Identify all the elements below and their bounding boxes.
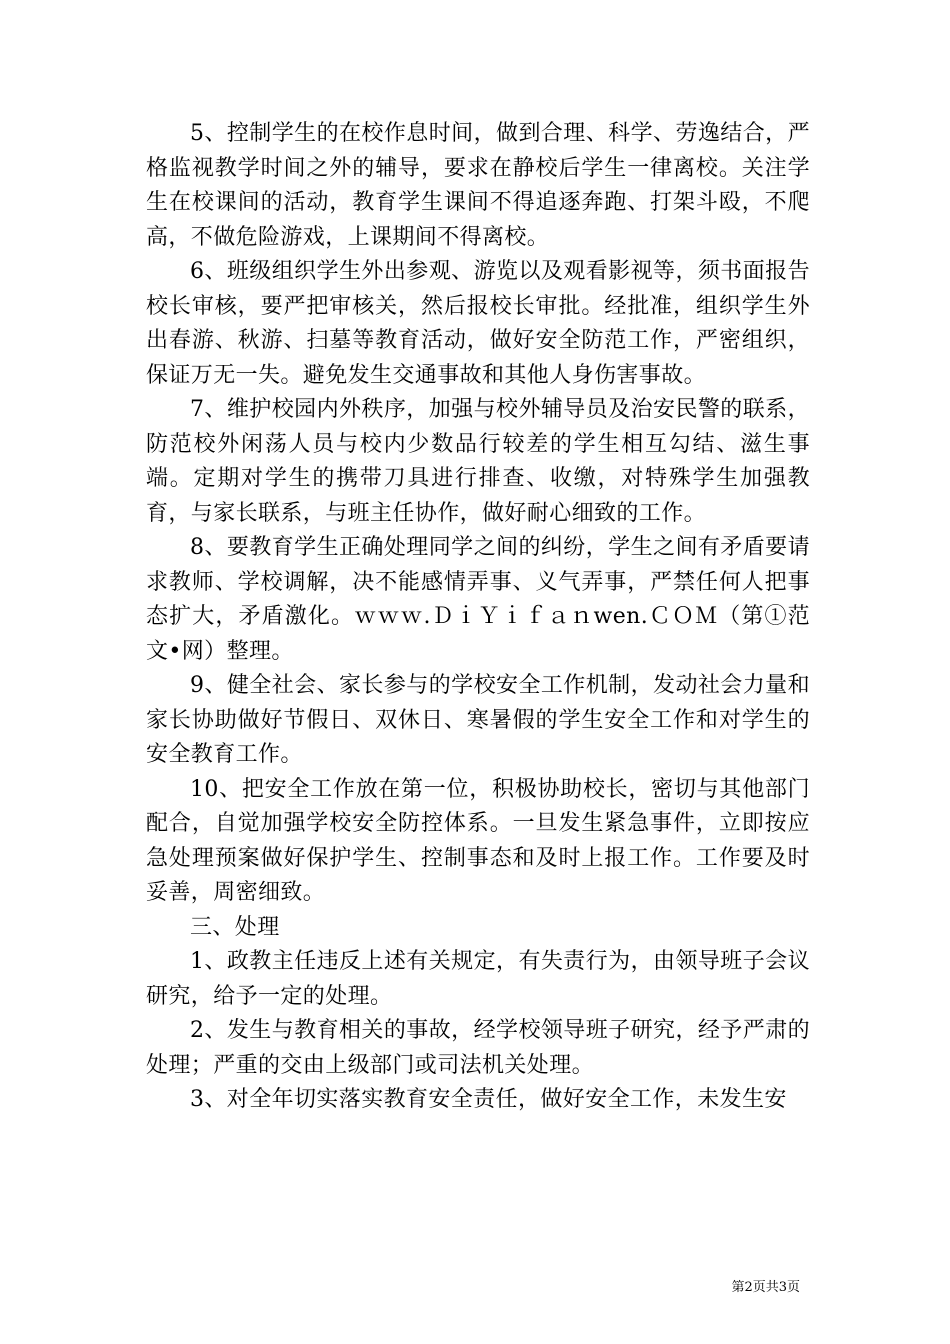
- paragraph-item-10: 10、把安全工作放在第一位，积极协助校长，密切与其他部门配合，自觉加强学校安全防控体系。一旦发生紧急事件，立即按应急处理预案做好保护学生、控制事态和及时上报工作。工作要及时妥善，周密细致。: [146, 776, 810, 905]
- paragraph-item-9: 9、健全社会、家长参与的学校安全工作机制，发动社会力量和家长协助做好节假日、双休日、寒暑假的学生安全工作和对学生的安全教育工作。: [146, 673, 810, 767]
- section-paragraph-3: 3、对全年切实落实教育安全责任，做好安全工作，未发生安: [190, 1087, 787, 1112]
- page-number: 第2页共3页: [731, 1280, 800, 1295]
- paragraph-item-7: 7、维护校园内外秩序，加强与校外辅导员及治安民警的联系，防范校外闲荡人员与校内少数品行较差的学生相互勾结、滋生事端。定期对学生的携带刀具进行排查、收缴，对特殊学生加强教育，与家长联系，与班主任协作，做好耐心细致的工作。: [146, 397, 810, 526]
- paragraph-item-6: 6、班级组织学生外出参观、游览以及观看影视等，须书面报告校长审核，要严把审核关，然后报校长审批。经批准，组织学生外出春游、秋游、扫墓等教育活动，做好安全防范工作，严密组织，保证万无一失。避免发生交通事故和其他人身伤害事故。: [146, 259, 810, 388]
- paragraph-item-8: 8、要教育学生正确处理同学之间的纠纷，学生之间有矛盾要请求教师、学校调解，决不能感情弄事、义气弄事，严禁任何人把事态扩大，矛盾激化。ｗｗｗ.ＤｉＹｉｆａｎwen.ＣＯＭ（第①范文•网）整理。: [146, 535, 810, 664]
- section-paragraph-2: 2、发生与教育相关的事故，经学校领导班子研究，经予严肃的处理；严重的交由上级部门或司法机关处理。: [146, 1018, 810, 1078]
- section-paragraph-1: 1、政教主任违反上述有关规定，有失责行为，由领导班子会议研究，给予一定的处理。: [146, 949, 810, 1009]
- paragraph-item-5: 5、控制学生的在校作息时间，做到合理、科学、劳逸结合，严格监视教学时间之外的辅导，要求在静校后学生一律离校。关注学生在校课间的活动，教育学生课间不得追逐奔跑、打架斗殴，不爬高，不做危险游戏，上课期间不得离校。: [146, 121, 810, 250]
- section-heading: 三、处理: [190, 914, 280, 940]
- document-body: [146, 117, 810, 1118]
